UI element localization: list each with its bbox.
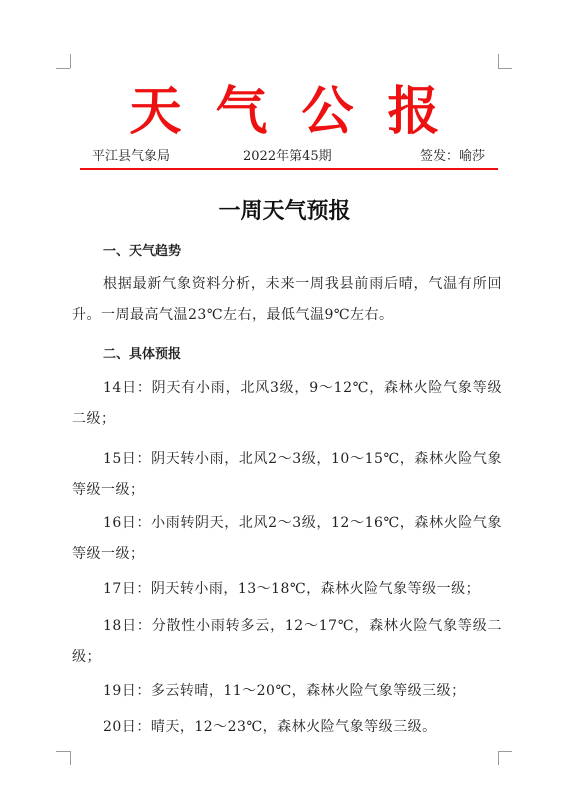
crop-mark-bottom-left-v bbox=[70, 751, 71, 765]
forecast-day-17: 17日：阴天转小雨，13～18℃，森林火险气象等级一级； bbox=[103, 581, 481, 597]
forecast-day-18: 18日：分散性小雨转多云，12～17℃，森林火险气象等级二级； bbox=[72, 618, 502, 665]
crop-mark-top-right-v bbox=[498, 54, 499, 68]
issue-number: 2022年第45期 bbox=[243, 149, 332, 164]
crop-mark-top-left-v bbox=[70, 54, 71, 68]
crop-mark-top-right-h bbox=[498, 68, 512, 69]
signer-label: 签发：喻莎 bbox=[420, 149, 486, 164]
trend-paragraph: 根据最新气象资料分析，未来一周我县前雨后晴，气温有所回升。一周最高气温23℃左右，最低气温9℃左右。 bbox=[72, 276, 502, 323]
crop-mark-bottom-left-h bbox=[56, 751, 70, 752]
header-divider bbox=[80, 168, 498, 170]
crop-mark-bottom-right-h bbox=[498, 751, 512, 752]
document-title: 一周天气预报 bbox=[218, 199, 351, 224]
forecast-day-14: 14日：阴天有小雨，北风3级，9～12℃，森林火险气象等级二级； bbox=[72, 380, 502, 427]
forecast-day-19: 19日：多云转晴，11～20℃，森林火险气象等级三级； bbox=[103, 683, 466, 699]
section-heading-forecast: 二、具体预报 bbox=[103, 347, 182, 362]
forecast-day-16: 16日：小雨转阴天，北风2～3级，12～16℃，森林火险气象等级一级； bbox=[72, 515, 502, 562]
crop-mark-top-left-h bbox=[56, 68, 70, 69]
issuer-label: 平江县气象局 bbox=[92, 149, 171, 164]
section-heading-trend: 一、天气趋势 bbox=[103, 244, 182, 259]
masthead-title: 天气公报 bbox=[129, 82, 474, 142]
crop-mark-bottom-right-v bbox=[498, 751, 499, 765]
forecast-day-15: 15日：阴天转小雨，北风2～3级，10～15℃，森林火险气象等级一级； bbox=[72, 451, 502, 498]
forecast-day-20: 20日：晴天，12～23℃，森林火险气象等级三级。 bbox=[103, 719, 437, 735]
